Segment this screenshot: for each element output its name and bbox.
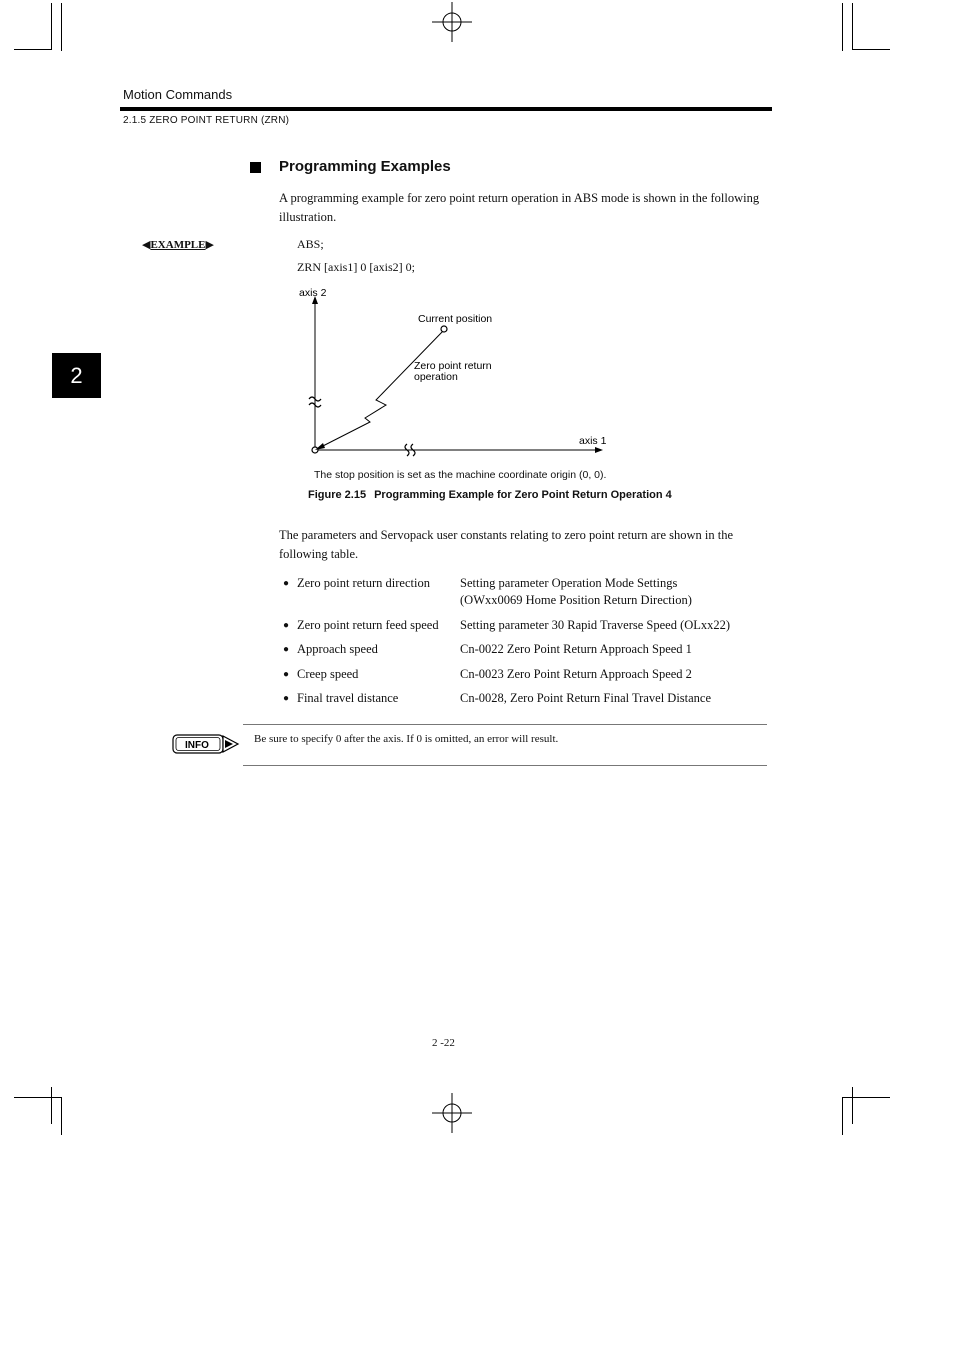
crop-mark [61,1097,62,1135]
bullet-icon: ● [283,644,290,655]
current-position-label: Current position [418,313,493,325]
bullet-icon: ● [283,669,290,680]
crop-mark [51,1087,52,1124]
crop-mark [852,1087,853,1124]
intro-paragraph: A programming example for zero point return operation in ABS mode is shown in the following illustration. [279,191,760,224]
zero-point-return-label: operation [414,371,458,383]
running-head: Motion Commands [123,87,233,102]
figure-note: The stop position is set as the machine coordinate origin (0, 0). [314,469,607,481]
triangle-left-icon: ◀ [142,239,151,251]
crop-mark [14,1097,62,1098]
example-tag-label: EXAMPLE [150,239,206,251]
param-value: Cn-0028, Zero Point Return Final Travel Distance [460,691,712,705]
page-number: 2 -22 [432,1037,455,1049]
crop-mark [842,3,843,51]
info-icon [172,733,240,755]
section-square-icon [250,162,261,173]
crop-mark [51,3,52,50]
section-title: Programming Examples [279,158,451,175]
triangle-right-icon: ▶ [205,239,214,251]
crop-mark [852,3,853,50]
info-top-rule [243,724,767,725]
param-name: Zero point return direction [297,576,430,590]
return-path-arrowhead-icon [315,443,325,450]
crop-mark [842,1097,843,1135]
crop-mark [61,3,62,51]
param-value [460,575,780,609]
param-name: Zero point return feed speed [297,618,439,632]
param-name: Final travel distance [297,691,399,705]
param-value-line: Setting parameter Operation Mode Settings [460,576,678,590]
registration-mark-icon [432,1093,472,1133]
zero-point-return-label: Zero point return [414,360,492,372]
subsection-label: 2.1.5 ZERO POINT RETURN (ZRN) [123,115,290,126]
params-paragraph: The parameters and Servopack user constants relating to zero point return are shown in the following table. [279,528,734,561]
param-value: Setting parameter 30 Rapid Traverse Speed (OLxx22) [460,618,731,632]
param-value-line: (OWxx0069 Home Position Return Direction) [460,593,692,607]
current-position-marker [441,326,447,332]
param-name: Creep speed [297,667,359,681]
figure-caption-title: Programming Example for Zero Point Return Operation 4 [374,489,672,501]
param-name: Approach speed [297,642,378,656]
code-line: ZRN [axis1] 0 [axis2] 0; [297,260,415,274]
zero-point-return-path [317,330,444,449]
axis1-arrowhead-icon [595,447,603,453]
zero-point-return-diagram [290,284,620,464]
figure-caption-number: Figure 2.15 [308,489,367,501]
info-bottom-rule [243,765,767,766]
header-rule [120,107,772,111]
axis2-label: axis 2 [299,287,327,299]
figure-caption [308,489,672,501]
example-tag [142,238,214,251]
info-text: Be sure to specify 0 after the axis. If 0 is omitted, an error will result. [254,733,559,745]
info-icon-label: INFO [185,740,209,751]
crop-mark [852,49,890,50]
chapter-tab: 2 [52,353,101,398]
code-line: ABS; [297,237,324,251]
param-value: Cn-0023 Zero Point Return Approach Speed 2 [460,667,692,681]
crop-mark [14,49,51,50]
bullet-icon: ● [283,693,290,704]
bullet-icon: ● [283,620,290,631]
crop-mark [842,1097,890,1098]
registration-mark-icon [432,2,472,42]
param-value: Cn-0022 Zero Point Return Approach Speed 1 [460,642,692,656]
bullet-icon: ● [283,578,290,589]
axis1-label: axis 1 [579,435,607,447]
